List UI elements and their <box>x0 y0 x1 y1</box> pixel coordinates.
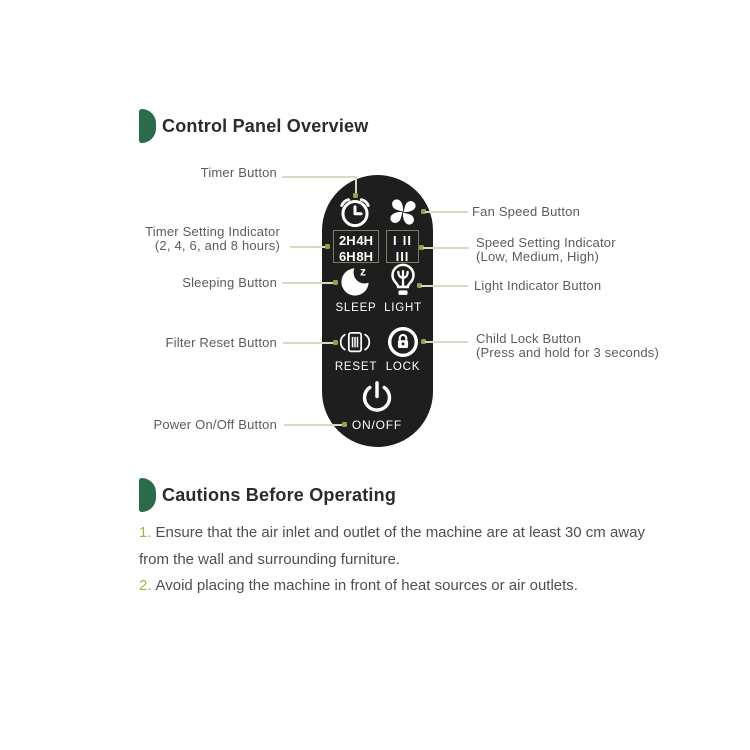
callout-power-button: Power On/Off Button <box>153 417 277 432</box>
callout-child-lock-label: Child Lock Button <box>476 331 582 346</box>
sleep-button-icon <box>336 263 374 306</box>
timer-callout-dot <box>353 193 358 198</box>
svg-text:z: z <box>359 264 366 279</box>
power-callout-line <box>284 424 344 426</box>
sleeping-callout-dot <box>333 280 338 285</box>
section-tab-icon <box>139 109 156 143</box>
caution-item-1 <box>139 520 651 573</box>
callout-child-lock-sub: (Press and hold for 3 seconds) <box>476 345 660 360</box>
fan-callout-line <box>425 211 468 213</box>
section-title-overview: Control Panel Overview <box>162 116 369 136</box>
timer-4h: 4H <box>356 232 373 248</box>
light-callout-line <box>421 285 468 287</box>
speed-medium: II <box>402 232 412 248</box>
power-button-icon <box>359 378 395 419</box>
caution-body: Avoid placing the machine in front of heat sources or air outlets. <box>155 577 578 594</box>
timer-setting-callout-line <box>290 246 327 248</box>
timer-8h: 8H <box>356 248 373 264</box>
caution-number: 2. <box>139 577 152 594</box>
light-button-icon <box>386 261 420 306</box>
speed-high: III <box>395 248 410 264</box>
control-panel-illustration <box>322 175 433 447</box>
filter-reset-callout-dot <box>333 340 338 345</box>
callout-timer-button: Timer Button <box>200 165 277 180</box>
speed-setting-indicator-box <box>386 230 419 263</box>
caution-item-2 <box>139 573 651 600</box>
callout-timer-setting-label: Timer Setting Indicator <box>145 224 280 239</box>
lock-label: LOCK <box>385 361 421 373</box>
on-off-label: ON/OFF <box>351 418 403 432</box>
callout-child-lock-button <box>476 332 659 360</box>
section-title-cautions: Cautions Before Operating <box>162 485 397 505</box>
lock-callout-line <box>425 341 468 343</box>
reset-label: RESET <box>334 361 378 373</box>
caution-number: 1. <box>139 524 152 541</box>
timer-2h: 2H <box>339 232 356 248</box>
timer-callout-line <box>282 176 356 178</box>
speed-callout-line <box>423 247 469 249</box>
callout-fan-speed-button: Fan Speed Button <box>472 204 580 219</box>
cautions-text <box>139 520 651 600</box>
timer-6h: 6H <box>339 248 356 264</box>
section-tab-icon <box>139 478 156 512</box>
speed-low: I <box>393 232 398 248</box>
callout-sleeping-button: Sleeping Button <box>182 275 277 290</box>
callout-speed-setting-sub: (Low, Medium, High) <box>476 249 600 264</box>
sleep-label: SLEEP <box>335 302 377 314</box>
callout-speed-setting-indicator <box>476 236 616 264</box>
timer-callout-line-vertical <box>355 176 357 194</box>
filter-reset-button-icon <box>335 328 375 363</box>
caution-body: Ensure that the air inlet and outlet of the machine are at least 30 cm away from the wall and surrounding furniture. <box>139 524 645 568</box>
filter-reset-callout-line <box>283 342 335 344</box>
child-lock-button-icon <box>386 325 420 364</box>
light-label: LIGHT <box>384 302 422 314</box>
timer-setting-callout-dot <box>325 244 330 249</box>
callout-timer-setting-sub: (2, 4, 6, and 8 hours) <box>154 238 280 253</box>
sleeping-callout-line <box>282 282 335 284</box>
callout-speed-setting-label: Speed Setting Indicator <box>476 235 616 250</box>
callout-light-indicator-button: Light Indicator Button <box>474 278 602 293</box>
power-callout-dot <box>342 422 347 427</box>
timer-setting-indicator-box <box>333 230 379 263</box>
callout-timer-setting-indicator <box>145 225 280 253</box>
callout-filter-reset-button: Filter Reset Button <box>165 335 277 350</box>
